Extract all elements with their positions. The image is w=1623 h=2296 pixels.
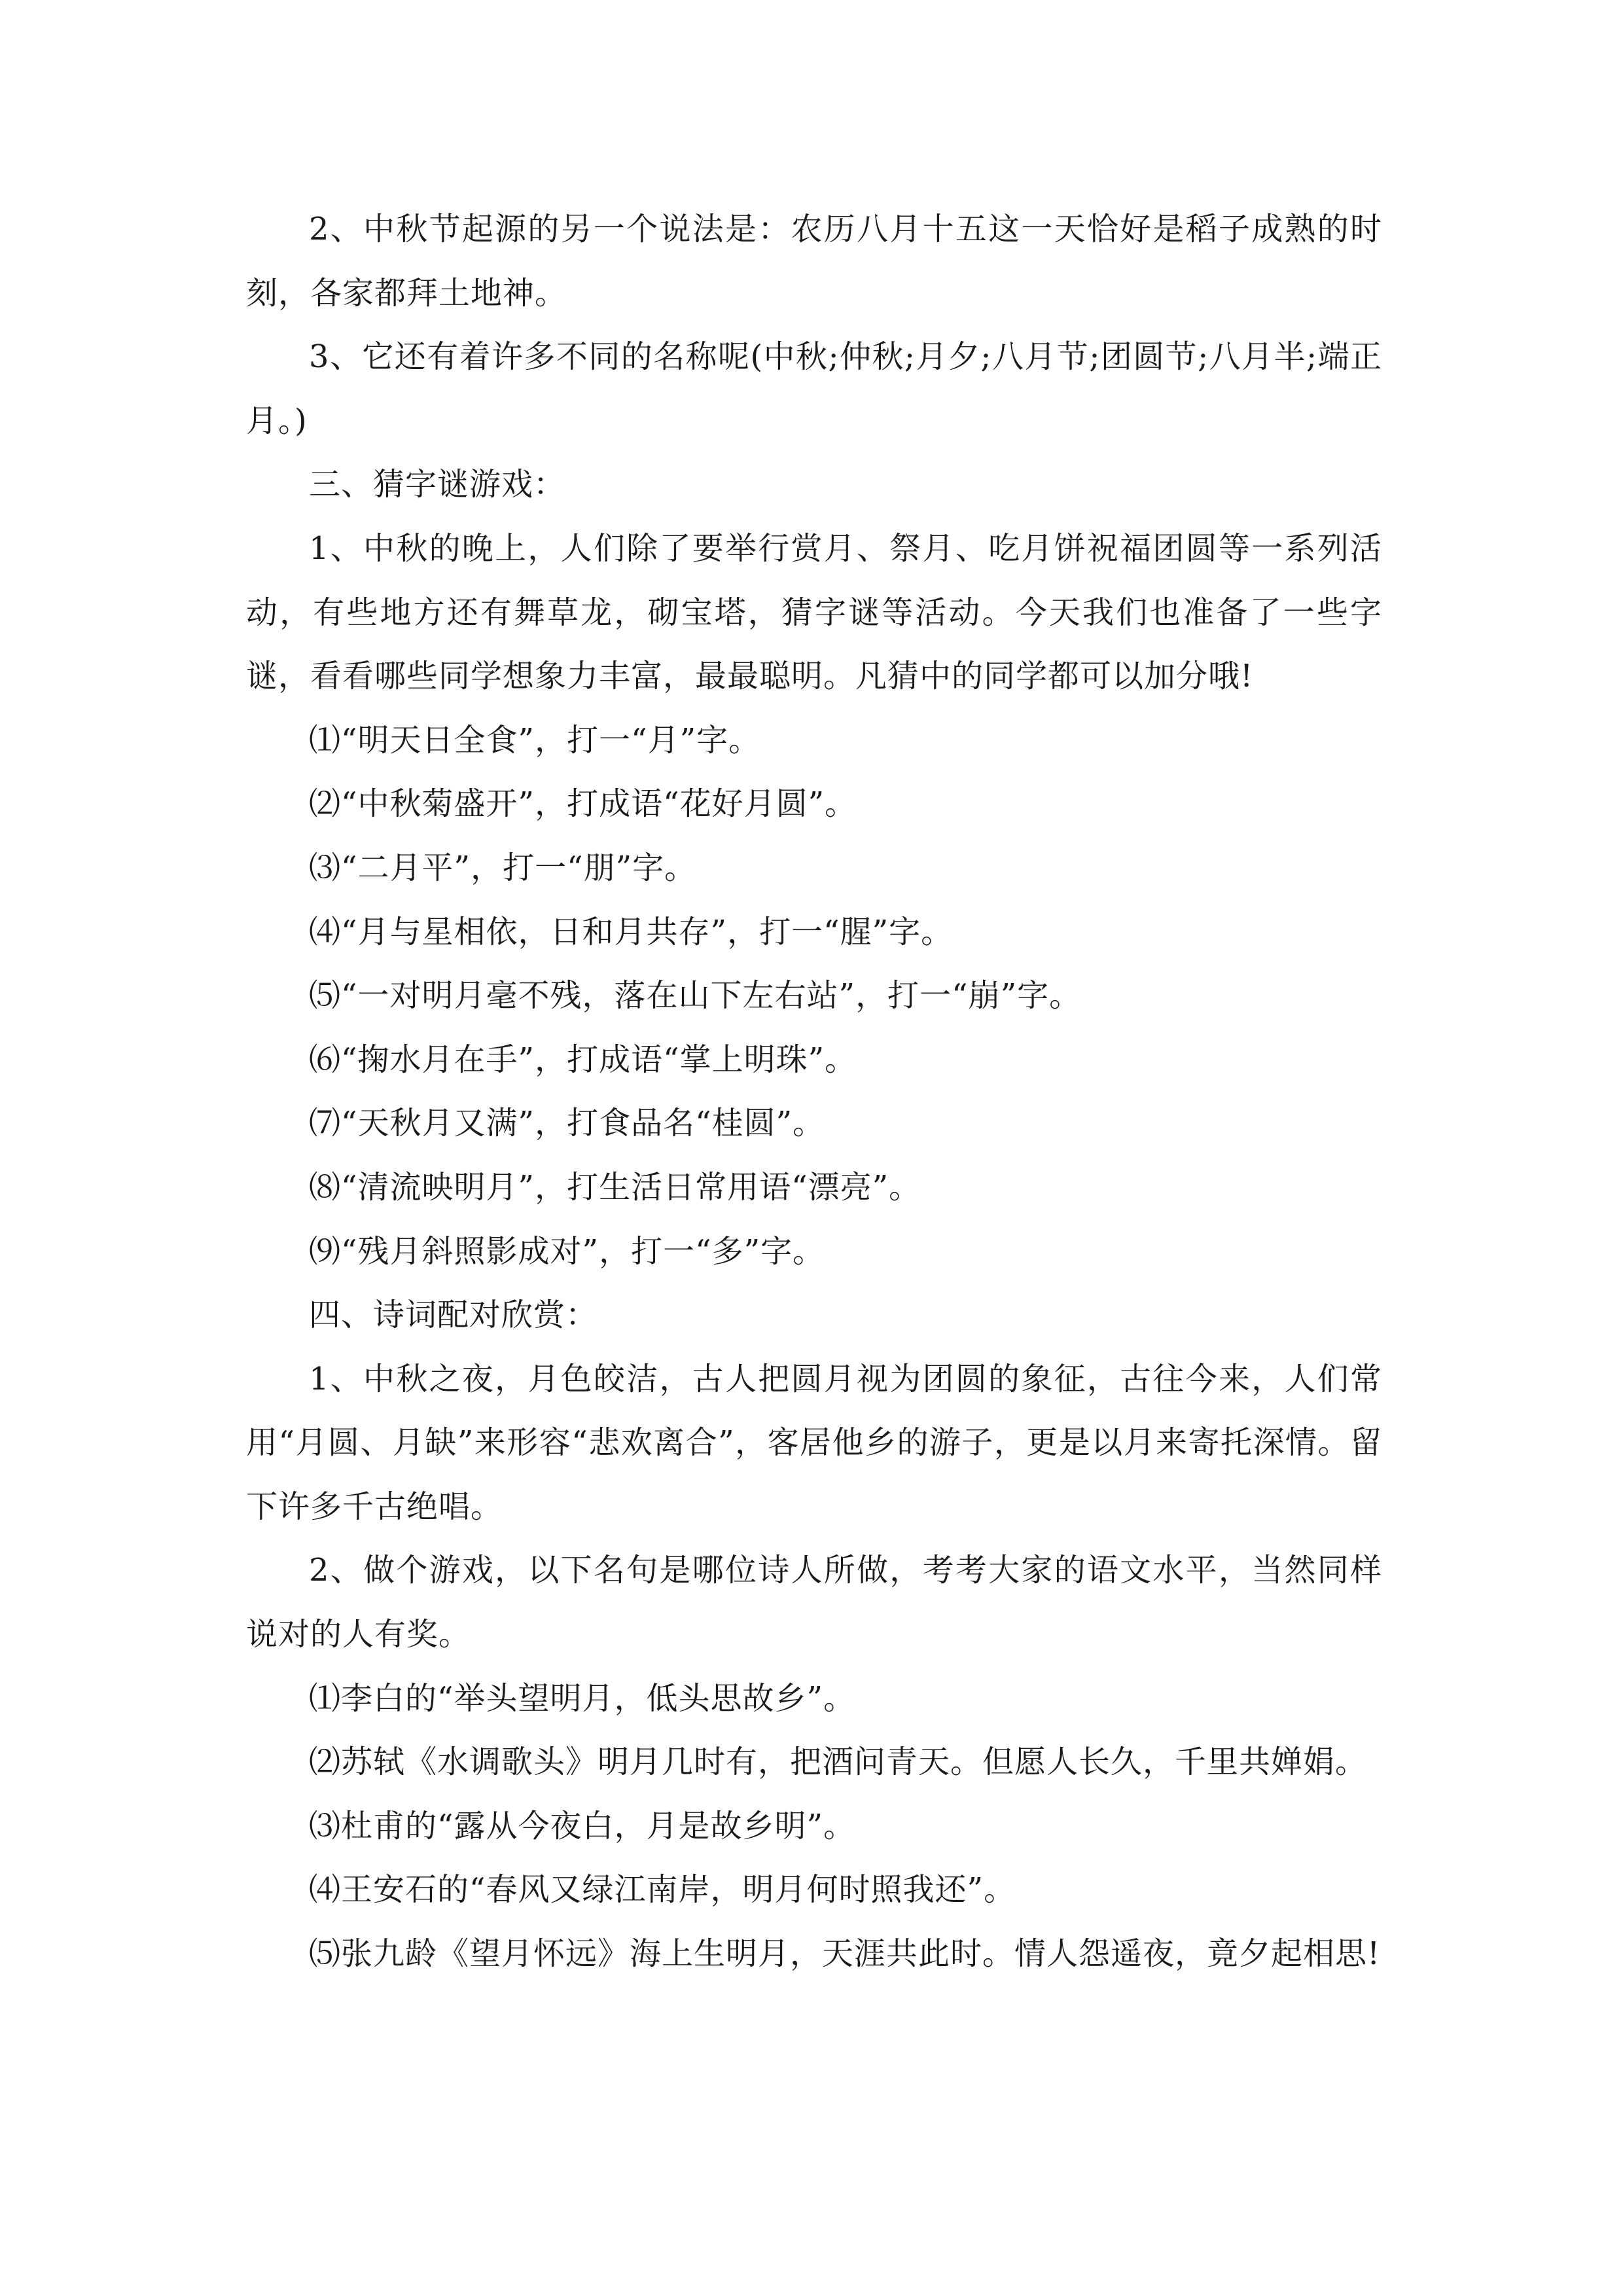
riddle-item: ⑷“月与星相依，日和月共存”，打一“腥”字。 [309,913,954,950]
poem-item: ⑷王安石的“春风又绿江南岸，明月何时照我还”。 [309,1871,1016,1909]
paragraph: 2、做个游戏，以下名句是哪位诗人所做，考考大家的语文水平，当然同样说对的人有奖。 [246,1552,1382,1653]
document-body [246,198,1382,1986]
poem-item: ⑵苏轼《水调歌头》明月几时有，把酒问青天。但愿人长久，千里共婵娟。 [309,1744,1368,1781]
riddle-item: ⑸“一对明月毫不残，落在山下左右站”，打一“崩”字。 [309,977,1082,1014]
poem-item: ⑶杜甫的“露从今夜白，月是故乡明”。 [309,1807,856,1844]
poem-item: ⑴李白的“举头望明月，低头思故乡”。 [309,1679,856,1717]
poem-item: ⑸张九龄《望月怀远》海上生明月，天涯共此时。情人怨遥夜，竟夕起相思! [309,1935,1381,1973]
section-heading: 三、猜字谜游戏： [309,466,566,503]
section-heading: 四、诗词配对欣赏： [309,1297,598,1334]
paragraph: 2、中秋节起源的另一个说法是：农历八月十五这一天恰好是稻子成熟的时刻，各家都拜土地神。 [246,211,1382,312]
riddle-item: ⑼“残月斜照影成对”，打一“多”字。 [309,1232,825,1270]
riddle-item: ⑶“二月平”，打一“朋”字。 [309,849,697,886]
riddle-item: ⑵“中秋菊盛开”，打成语“花好月圆”。 [309,785,857,823]
paragraph: 1、中秋之夜，月色皎洁，古人把圆月视为团圆的象征，古往今来，人们常用“月圆、月缺”来形容“悲欢离合”，客居他乡的游子，更是以月来寄托深情。留下许多千古绝唱。 [246,1360,1382,1525]
paragraph: 3、它还有着许多不同的名称呢(中秋;仲秋;月夕;八月节;团圆节;八月半;端正月。) [246,338,1382,439]
riddle-item: ⑺“天秋月又满”，打食品名“桂圆”。 [309,1105,825,1142]
riddle-item: ⑴“明天日全食”，打一“月”字。 [309,721,761,759]
paragraph: 1、中秋的晚上，人们除了要举行赏月、祭月、吃月饼祝福团圆等一系列活动，有些地方还有舞草龙，砌宝塔，猜字谜等活动。今天我们也准备了一些字谜，看看哪些同学想象力丰富，最最聪明。凡猜中的同学都可以加分哦! [246,529,1382,695]
riddle-item: ⑹“掬水月在手”，打成语“掌上明珠”。 [309,1041,857,1078]
riddle-item: ⑻“清流映明月”，打生活日常用语“漂亮”。 [309,1168,921,1206]
